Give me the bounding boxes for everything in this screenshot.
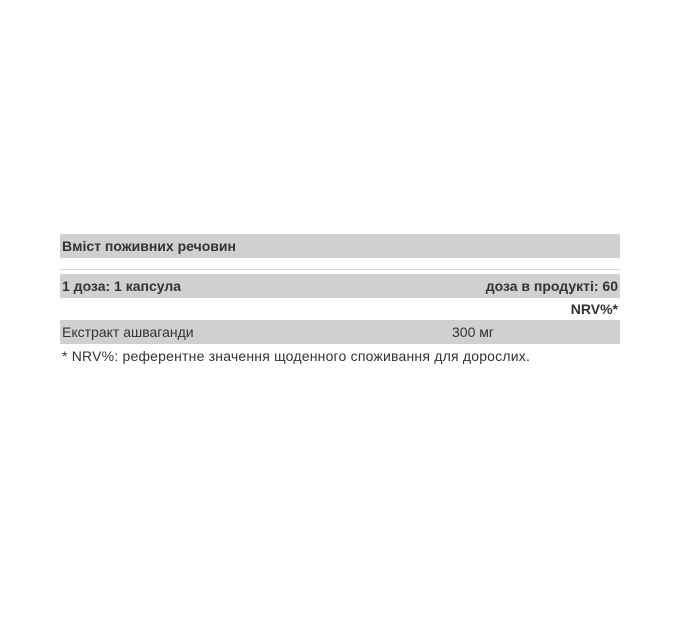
nrv-header-row: [60, 298, 620, 320]
table-divider: [60, 269, 620, 270]
nrv-footnote: * NRV%: референтне значення щоденного споживання для дорослих.: [62, 348, 531, 364]
ingredient-name: Екстракт ашваганди: [62, 324, 194, 340]
servings-per-container: доза в продукті: 60: [485, 278, 618, 294]
ingredient-amount: 300 мг: [452, 324, 494, 340]
dose-row: [60, 274, 620, 298]
table-title-row: [60, 234, 620, 258]
nutrition-facts-table: [60, 234, 620, 364]
table-row: [60, 320, 620, 344]
table-title: Вміст поживних речовин: [62, 238, 236, 254]
nrv-header: NRV%*: [570, 301, 618, 317]
serving-size: 1 доза: 1 капсула: [62, 278, 182, 294]
